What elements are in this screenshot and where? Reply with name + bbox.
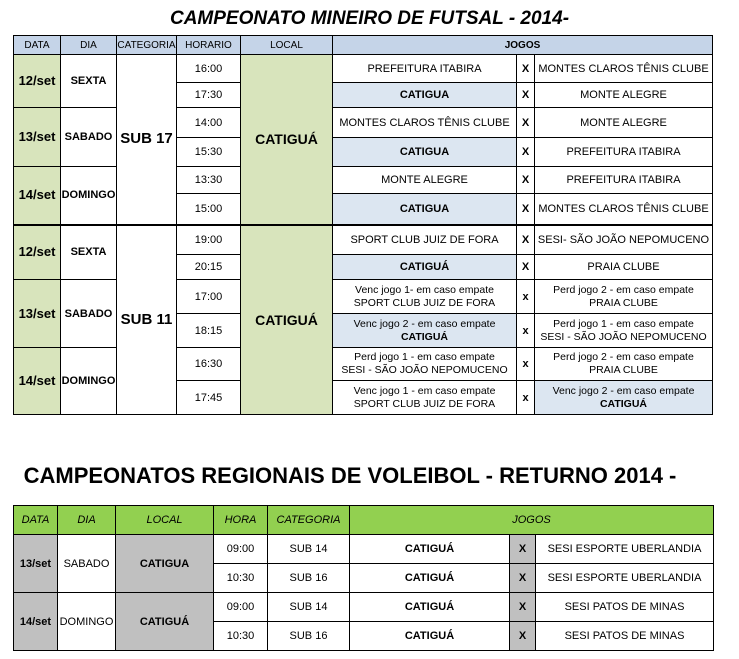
venue-cell: CATIGUÁ [241,55,333,225]
header-jogos: JOGOS [333,36,713,55]
team-line: Venc jogo 1- em caso empate [355,283,494,296]
weekday-cell: SABADO [61,108,117,167]
versus-cell: X [517,194,535,225]
home-team-cell: CATIGUÁ [350,593,510,622]
time-cell: 20:15 [177,255,241,280]
time-cell: 16:00 [177,55,241,83]
volleyball-title: CAMPEONATOS REGIONAIS DE VOLEIBOL - RETURNO 2014 - [23,463,677,488]
weekday-cell: DOMINGO [61,167,117,225]
header-local: LOCAL [116,506,214,535]
away-team-cell [535,348,713,381]
home-team-cell [333,225,517,255]
time-cell: 18:15 [177,314,241,348]
team-line: PRAIA CLUBE [589,296,658,309]
futsal-schedule-table [13,35,713,415]
home-team-cell: CATIGUA [333,138,517,167]
away-team-cell: SESI ESPORTE UBERLANDIA [536,564,714,593]
weekday-cell: DOMINGO [61,348,117,415]
category-cell: SUB 16 [268,622,350,651]
team-line: Venc jogo 2 - em caso empate [353,317,496,330]
home-team-cell [333,314,517,348]
time-cell: 14:00 [177,108,241,138]
away-team-cell: SESI PATOS DE MINAS [536,622,714,651]
home-team-cell: CATIGUA [333,83,517,108]
away-team-cell: PREFEITURA ITABIRA [535,138,713,167]
category-cell: SUB 17 [117,55,177,225]
time-cell: 09:00 [214,593,268,622]
team-line: PRAIA CLUBE [587,261,660,273]
away-team-cell: MONTES CLAROS TÊNIS CLUBE [535,194,713,225]
venue-cell: CATIGUÁ [116,593,214,651]
venue-cell: CATIGUA [116,535,214,593]
away-team-cell [535,255,713,280]
team-line: SPORT CLUB JUIZ DE FORA [350,233,499,246]
versus-cell: x [517,381,535,415]
team-line: SPORT CLUB JUIZ DE FORA [353,397,496,410]
time-cell: 17:30 [177,83,241,108]
header-data: DATA [14,506,58,535]
date-cell: 13/set [14,108,61,167]
weekday-cell: SEXTA [61,55,117,108]
versus-cell: X [517,167,535,194]
volleyball-schedule-table [13,505,714,651]
versus-cell: X [510,535,536,564]
home-team-cell: PREFEITURA ITABIRA [333,55,517,83]
weekday-cell: SABADO [61,280,117,348]
category-cell: SUB 16 [268,564,350,593]
home-team-cell: CATIGUA [333,194,517,225]
header-hora: HORA [214,506,268,535]
away-team-cell [535,225,713,255]
versus-cell: X [517,225,535,255]
category-cell: SUB 11 [117,225,177,415]
team-line: Perd jogo 2 - em caso empate [553,283,694,296]
time-cell: 19:00 [177,225,241,255]
home-team-cell: MONTE ALEGRE [333,167,517,194]
category-cell: SUB 14 [268,535,350,564]
date-cell: 14/set [14,348,61,415]
versus-cell: X [517,83,535,108]
home-team-cell [333,280,517,314]
away-team-cell: MONTE ALEGRE [535,83,713,108]
versus-cell: X [517,138,535,167]
versus-cell: X [517,108,535,138]
time-cell: 17:45 [177,381,241,415]
versus-cell: x [517,348,535,381]
date-cell: 14/set [14,593,58,651]
home-team-cell [333,348,517,381]
venue-cell: CATIGUÁ [241,225,333,415]
team-line: SESI- SÃO JOÃO NEPOMUCENO [537,233,710,246]
team-line: SESI - SÃO JOÃO NEPOMUCENO [341,364,508,376]
date-cell: 12/set [14,55,61,108]
header-categoria: CATEGORIA [117,36,177,55]
versus-cell: x [517,280,535,314]
versus-cell: X [517,55,535,83]
category-cell: SUB 14 [268,593,350,622]
away-team-cell [535,381,713,415]
header-data: DATA [14,36,61,55]
header-jogos: JOGOS [350,506,714,535]
team-line: SESI - SÃO JOÃO NEPOMUCENO [540,330,707,343]
home-team-cell [333,255,517,280]
home-team-cell: MONTES CLAROS TÊNIS CLUBE [333,108,517,138]
weekday-cell: SEXTA [61,225,117,280]
away-team-cell: MONTE ALEGRE [535,108,713,138]
weekday-cell: DOMINGO [58,593,116,651]
versus-cell: X [510,593,536,622]
date-cell: 13/set [14,535,58,593]
away-team-cell [535,314,713,348]
weekday-cell: SABADO [58,535,116,593]
time-cell: 15:30 [177,138,241,167]
versus-cell: X [510,622,536,651]
away-team-cell: PREFEITURA ITABIRA [535,167,713,194]
versus-cell: X [517,255,535,280]
away-team-cell: SESI PATOS DE MINAS [536,593,714,622]
team-line: SPORT CLUB JUIZ DE FORA [353,296,496,309]
date-cell: 13/set [14,280,61,348]
volleyball-header-row [14,506,714,535]
header-categoria: CATEGORIA [268,506,350,535]
time-cell: 10:30 [214,564,268,593]
table-row [14,55,713,83]
team-line: CATIGUÁ [400,330,449,343]
home-team-cell: CATIGUÁ [350,622,510,651]
team-line: Venc jogo 1 - em caso empate [353,384,496,397]
time-cell: 15:00 [177,194,241,225]
header-dia: DIA [58,506,116,535]
team-line: Perd jogo 1 - em caso empate [354,351,495,363]
futsal-title: CAMPEONATO MINEIRO DE FUTSAL - 2014- [169,8,570,29]
away-team-cell: MONTES CLAROS TÊNIS CLUBE [535,55,713,83]
time-cell: 13:30 [177,167,241,194]
time-cell: 09:00 [214,535,268,564]
time-cell: 16:30 [177,348,241,381]
futsal-header-row [14,36,713,55]
versus-cell: x [517,314,535,348]
home-team-cell [333,381,517,415]
away-team-cell [535,280,713,314]
header-dia: DIA [61,36,117,55]
home-team-cell: CATIGUÁ [350,564,510,593]
header-horario: HORARIO [177,36,241,55]
versus-cell: X [510,564,536,593]
home-team-cell: CATIGUÁ [350,535,510,564]
date-cell: 14/set [14,167,61,225]
table-row [14,535,714,564]
time-cell: 10:30 [214,622,268,651]
time-cell: 17:00 [177,280,241,314]
away-team-cell: SESI ESPORTE UBERLANDIA [536,535,714,564]
team-line: Venc jogo 2 - em caso empate [552,384,695,397]
date-cell: 12/set [14,225,61,280]
table-row [14,593,714,622]
team-line: Perd jogo 2 - em caso empate [553,351,694,363]
team-line: Perd jogo 1 - em caso empate [553,317,694,330]
team-line: CATIGUÁ [599,397,648,410]
team-line: PRAIA CLUBE [589,364,658,376]
table-row [14,225,713,255]
team-line: CATIGUÁ [399,261,450,273]
header-local: LOCAL [241,36,333,55]
